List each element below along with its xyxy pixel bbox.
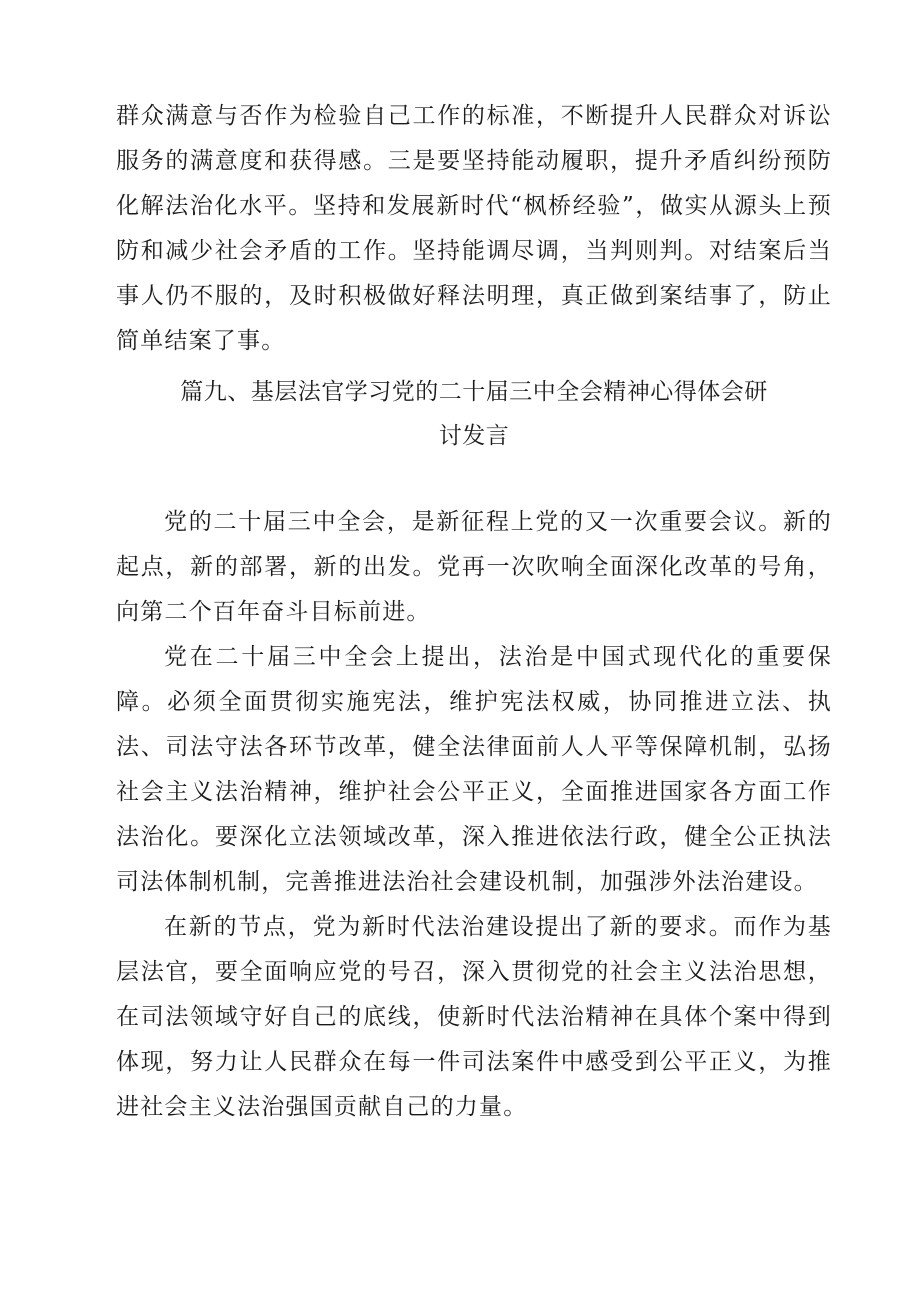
section-heading-line-1: 篇九、基层法官学习党的二十届三中全会精神心得体会研 [180, 379, 768, 405]
section-body [116, 500, 832, 1130]
section-heading [116, 370, 832, 458]
previous-section-ending [116, 94, 832, 364]
body-paragraph-2: 党在二十届三中全会上提出，法治是中国式现代化的重要保障。必须全面贯彻实施宪法，维护宪法权威，协同推进立法、执法、司法守法各环节改革，健全法律面前人人平等保障机制，弘扬社会主义法治精神，维护社会公平正义，全面推进国家各方面工作法治化。要深化立法领域改革，深入推进依法行政，健全公正执法司法体制机制，完善推进法治社会建设机制，加强涉外法治建设。 [116, 644, 832, 895]
section-heading-line-2: 讨发言 [438, 423, 510, 449]
continued-paragraph: 群众满意与否作为检验自己工作的标准，不断提升人民群众对诉讼服务的满意度和获得感。三是要坚持能动履职，提升矛盾纠纷预防化解法治化水平。坚持和发展新时代“枫桥经验”，做实从源头上预防和减少社会矛盾的工作。坚持能调尽调，当判则判。对结案后当事人仍不服的，及时积极做好释法明理，真正做到案结事了，防止简单结案了事。 [116, 103, 832, 354]
body-paragraph-3: 在新的节点，党为新时代法治建设提出了新的要求。而作为基层法官，要全面响应党的号召，深入贯彻党的社会主义法治思想，在司法领域守好自己的底线，使新时代法治精神在具体个案中得到体现，努力让人民群众在每一件司法案件中感受到公平正义，为推进社会主义法治强国贡献自己的力量。 [116, 914, 832, 1120]
body-paragraph-1: 党的二十届三中全会，是新征程上党的又一次重要会议。新的起点，新的部署，新的出发。党再一次吹响全面深化改革的号角，向第二个百年奋斗目标前进。 [116, 509, 832, 625]
